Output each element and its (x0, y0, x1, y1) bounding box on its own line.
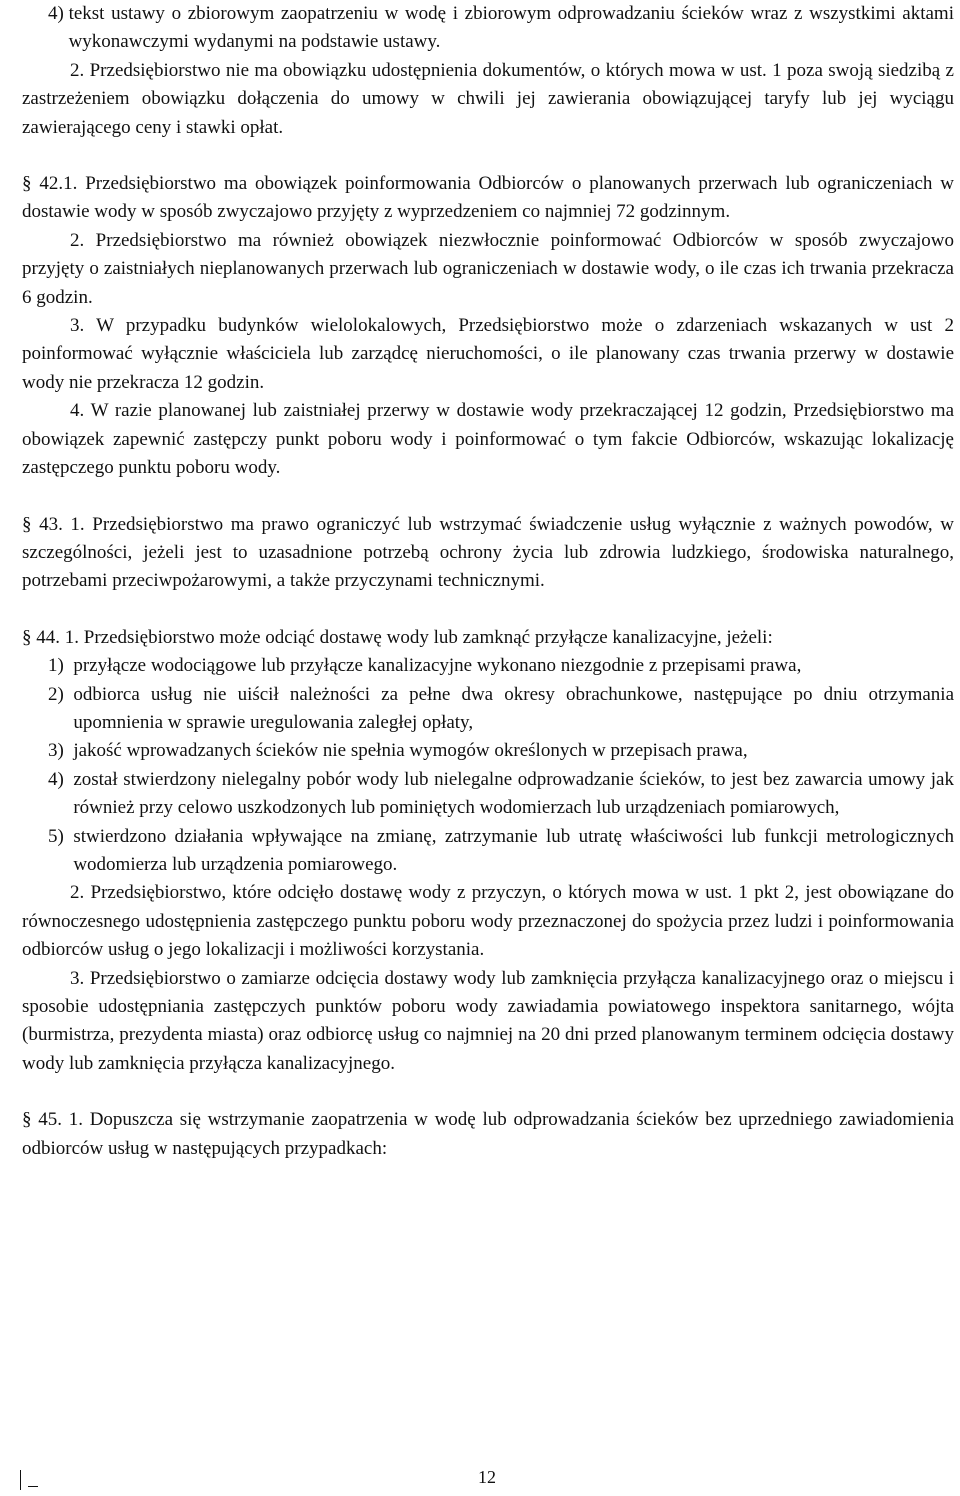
section-44-list (22, 652, 954, 879)
list-item (22, 823, 954, 880)
page-corner-mark (28, 1486, 38, 1487)
page-corner-mark (20, 1470, 21, 1490)
section-43-paragraph-1: § 43. 1. Przedsiębiorstwo ma prawo ograniczyć lub wstrzymać świadczenie usług wyłącznie z ważnych powodów, w szczególności, jeżeli jest to uzasadnione potrzebą ochrony życia lub zdrowia ludzkiego, środowiska naturalnego, potrzebami przeciwpożarowymi, a także przyczynami technicznymi. (22, 513, 954, 592)
section-42-paragraph-4: 4. W razie planowanej lub zaistniałej przerwy w dostawie wody przekraczającej 12 godzin, Przedsiębiorstwo ma obowiązek zapewnić zastępczy punkt poboru wody i poinformować o tym fakcie Odbiorców, wskazując lokalizację zastępczego punktu poboru wody. (22, 400, 954, 479)
list-item (22, 737, 954, 765)
list-text: odbiorca usług nie uiścił należności za pełne dwa okresy obrachunkowe, następujące po dniu otrzymania upomnienia w sprawie uregulowania zaległej opłaty, (73, 683, 954, 733)
list-item (22, 681, 954, 738)
list-number: 3) (48, 740, 74, 762)
list-number: 4) (48, 3, 69, 24)
section-45-paragraph-1: § 45. 1. Dopuszcza się wstrzymanie zaopatrzenia w wodę lub odprowadzania ścieków bez uprzedniego zawiadomienia odbiorców usług w następujących przypadkach: (22, 1109, 954, 1159)
list-text: tekst ustawy o zbiorowym zaopatrzeniu w wodę i zbiorowym odprowadzaniu ścieków wraz z wszystkimi aktami wykonawczymi wydanymi na podstawie ustawy. (68, 3, 954, 53)
list-text: stwierdzono działania wpływające na zmianę, zatrzymanie lub utratę właściwości lub funkcji metrologicznych wodomierza lub urządzenia pomiarowego. (73, 825, 954, 875)
page-number: 12 (478, 1467, 496, 1487)
list-text: przyłącze wodociągowe lub przyłącze kanalizacyjne wykonano niezgodnie z przepisami prawa, (73, 655, 802, 677)
list-item (22, 652, 954, 680)
section-44-paragraph-1: § 44. 1. Przedsiębiorstwo może odciąć dostawę wody lub zamknąć przyłącze kanalizacyjne, jeżeli: (22, 626, 773, 648)
section-44-paragraph-2: 2. Przedsiębiorstwo, które odcięło dostawę wody z przyczyn, o których mowa w ust. 1 pkt 2, jest obowiązane do równoczesnego udostępnienia zastępczego punktu poboru wody przeznaczonej do spożycia przez ludzi i poinformowania odbiorców usług o jego lokalizacji i możliwości korzystania. (22, 882, 954, 961)
section-42-paragraph-3: 3. W przypadku budynków wielolokalowych, Przedsiębiorstwo może o zdarzeniach wskazanych w ust 2 poinformować wyłącznie właściciela lub zarządcę nieruchomości, o ile planowany czas trwania przerwy w dostawie wody nie przekracza 12 godzin. (22, 315, 954, 393)
list-item (22, 766, 954, 823)
list-number: 2) (48, 683, 74, 705)
section-42-paragraph-1: § 42.1. Przedsiębiorstwo ma obowiązek poinformowania Odbiorców o planowanych przerwach lub ograniczeniach w dostawie wody w sposób zwyczajowo przyjęty z wyprzedzeniem co najmniej 72 godzinnym. (22, 173, 954, 223)
list-item (22, 0, 954, 57)
list-text: został stwierdzony nielegalny pobór wody lub nielegalne odprowadzanie ścieków, to jest bez zawarcia umowy jak również przy celowo uszkodzonych lub pominiętych wodomierzach lub urządzeniach pomiarowych, (73, 768, 954, 819)
paragraph: 2. Przedsiębiorstwo nie ma obowiązku udostępnienia dokumentów, o których mowa w ust. 1 poza swoją siedzibą z zastrzeżeniem obowiązku dołączenia do umowy w chwili jej zawierania obowiązującej taryfy lub jej wyciągu zawierającego ceny i stawki opłat. (22, 59, 954, 138)
document-page (22, 0, 954, 1163)
list-number: 5) (48, 825, 74, 847)
list-number: 1) (48, 655, 74, 677)
list-text: jakość wprowadzanych ścieków nie spełnia wymogów określonych w przepisach prawa, (73, 740, 748, 762)
section-42-paragraph-2: 2. Przedsiębiorstwo ma również obowiązek niezwłocznie poinformować Odbiorców w sposób zwyczajowo przyjęty o zaistniałych nieplanowanych przerwach lub ograniczeniach w dostawie wody, o ile czas ich trwania przekracza 6 godzin. (22, 229, 954, 308)
section-44-paragraph-3: 3. Przedsiębiorstwo o zamiarze odcięcia dostawy wody lub zamknięcia przyłącza kanalizacyjnego oraz o miejscu i sposobie udostępniania zastępczych punktów poboru wody zawiadamia powiatowego inspektora sanitarnego, wójta (burmistrza, prezydenta miasta) oraz odbiorcę usług co najmniej na 20 dni przed planowanym terminem odcięcia dostawy wody lub zamknięcia przyłącza kanalizacyjnego. (22, 967, 954, 1074)
list-number: 4) (48, 768, 74, 790)
